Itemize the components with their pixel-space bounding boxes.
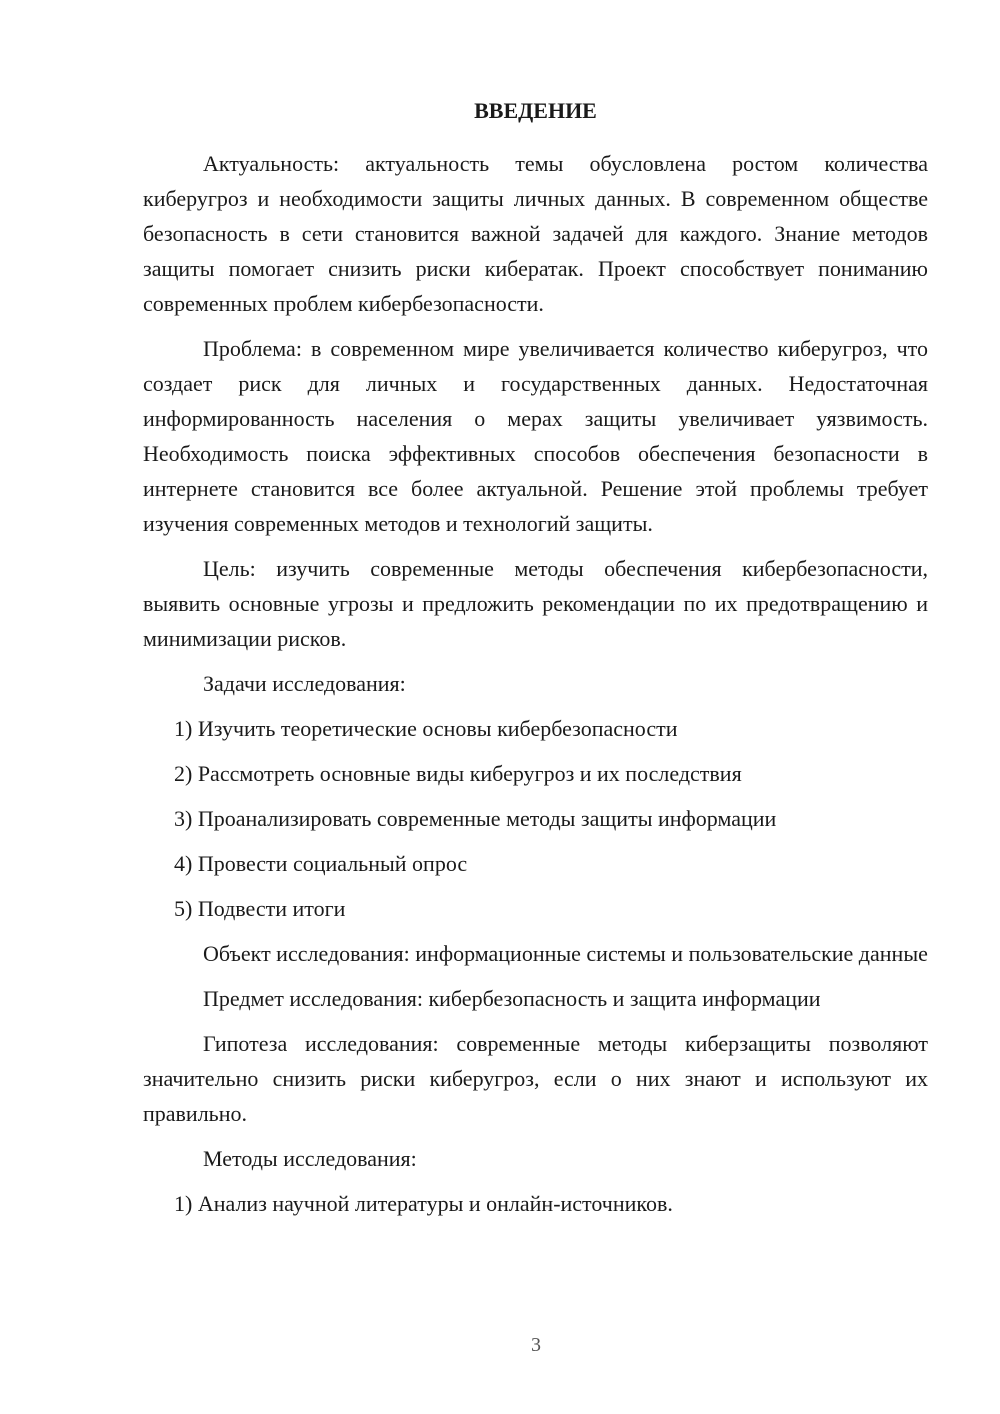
methods-list xyxy=(143,1186,928,1221)
document-page xyxy=(143,96,928,1231)
list-item: 1) Анализ научной литературы и онлайн-источников. xyxy=(174,1191,673,1216)
relevance-paragraph: Актуальность: актуальность темы обусловлена ростом количества киберугроз и необходимости защиты личных данных. В современном обществе безопасность в сети становится важной задачей для каждого. Знание методов защиты помогает снизить риски кибератак. Проект способствует пониманию современных проблем кибербезопасности. xyxy=(143,151,928,316)
subject-paragraph: Предмет исследования: кибербезопасность и защита информации xyxy=(203,986,821,1011)
tasks-list xyxy=(143,711,928,926)
hypothesis-paragraph: Гипотеза исследования: современные методы киберзащиты позволяют значительно снизить риски киберугроз, если о них знают и используют их правильно. xyxy=(143,1031,928,1126)
object-paragraph: Объект исследования: информационные системы и пользовательские данные xyxy=(203,941,928,966)
problem-paragraph: Проблема: в современном мире увеличивается количество киберугроз, что создает риск для личных и государственных данных. Недостаточная информированность населения о мерах защиты увеличивает уязвимость. Необходимость поиска эффективных способов обеспечения безопасности в интернете становится все более актуальной. Решение этой проблемы требует изучения современных методов и технологий защиты. xyxy=(143,336,928,536)
list-item: 4) Провести социальный опрос xyxy=(174,851,468,876)
page-number: 3 xyxy=(531,1334,541,1356)
list-item: 5) Подвести итоги xyxy=(174,896,346,921)
page-title: ВВЕДЕНИЕ xyxy=(474,98,597,123)
tasks-heading: Задачи исследования: xyxy=(203,671,406,696)
methods-heading: Методы исследования: xyxy=(203,1146,417,1171)
list-item: 1) Изучить теоретические основы кибербезопасности xyxy=(174,716,678,741)
list-item: 3) Проанализировать современные методы защиты информации xyxy=(174,806,777,831)
list-item: 2) Рассмотреть основные виды киберугроз и их последствия xyxy=(174,761,742,786)
goal-paragraph: Цель: изучить современные методы обеспечения кибербезопасности, выявить основные угрозы и предложить рекомендации по их предотвращению и минимизации рисков. xyxy=(143,556,928,651)
